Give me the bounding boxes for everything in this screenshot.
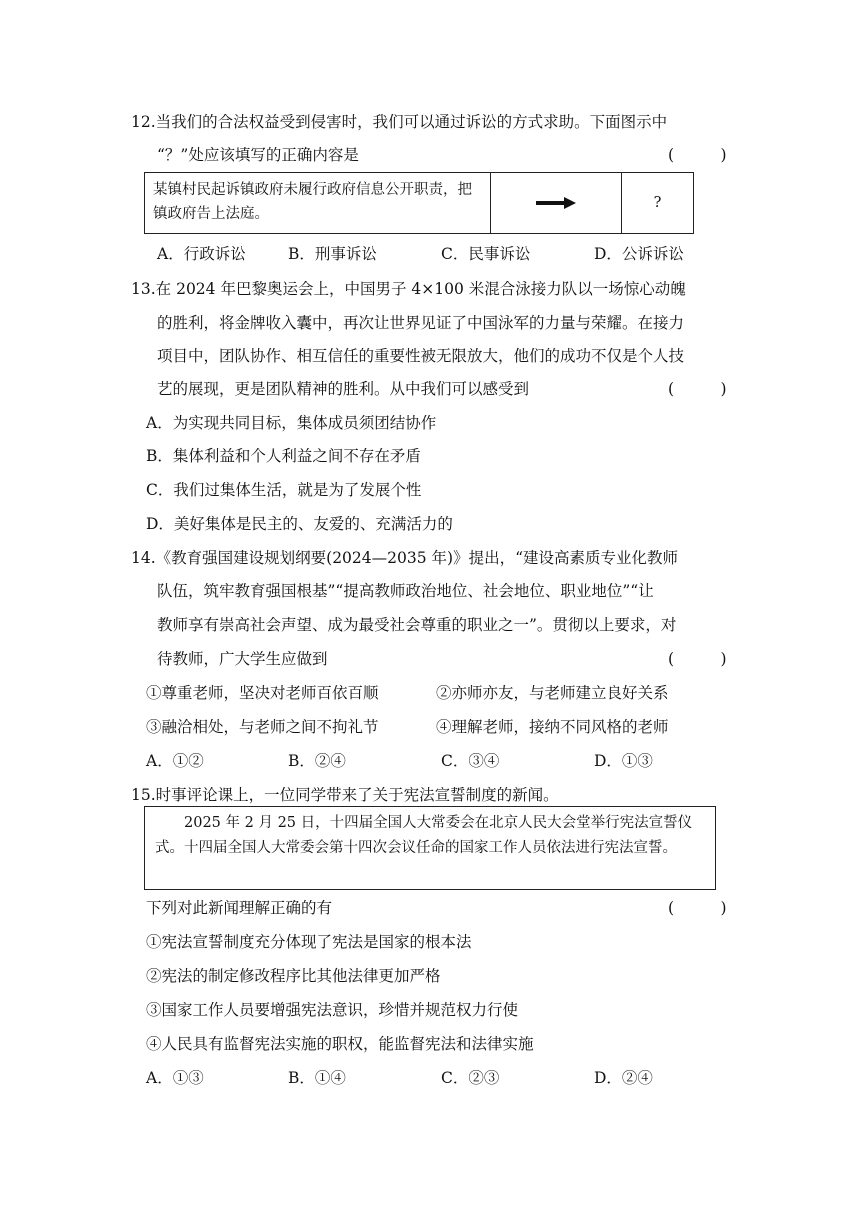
q15-news-box: 2025 年 2 月 25 日，十四届全国人大常委会在北京人民大会堂举行宪法宣誓仪式。十四届全国人大常委会第十四次会议任命的国家工作人员依法进行宪法宣誓。 [144,806,716,890]
q14-option-c[interactable]: C．③④ [441,752,500,770]
q14-option-a[interactable]: A．①② [146,752,204,770]
q12-option-c[interactable]: C．民事诉讼 [441,245,531,263]
q12-stem-line1: 12.当我们的合法权益受到侵害时，我们可以通过诉讼的方式求助。下面图示中 [131,113,668,131]
q14-stem-line4: 待教师，广大学生应做到 [157,650,328,668]
q13-stem-line3: 项目中，团队协作、相互信任的重要性被无限放大，他们的成功不仅是个人技 [157,347,685,365]
q15-option-b[interactable]: B．①④ [288,1069,346,1087]
q12-stem-line2: “？”处应该填写的正确内容是 [157,146,359,164]
q15-answer-paren: ( ) [668,899,727,917]
q13-answer-paren: ( ) [668,380,727,398]
q13-stem-line1: 13.在 2024 年巴黎奥运会上，中国男子 4×100 米混合泳接力队以一场惊心动魄 [131,280,686,298]
q14-stem-line1: 14.《教育强国建设规划纲要(2024—2035 年)》提出，“建设高素质专业化教师 [131,549,678,567]
q14-option-d[interactable]: D．①③ [594,752,653,770]
q14-stem-line3: 教师享有崇高社会声望、成为最受社会尊重的职业之一”。贯彻以上要求，对 [157,616,677,634]
right-arrow-icon [536,196,576,210]
q14-item-3: ③融洽相处，与老师之间不拘礼节 [146,718,379,736]
q15-question-stem: 下列对此新闻理解正确的有 [146,899,333,917]
q15-item-3: ③国家工作人员要增强宪法意识，珍惜并规范权力行使 [146,1001,519,1019]
q12-question-cell: ? [653,195,662,211]
q15-item-4: ④人民具有监督宪法实施的职权，能监督宪法和法律实施 [146,1035,534,1053]
q12-answer-paren: ( ) [668,146,727,164]
q13-stem-line4: 艺的展现，更是团队精神的胜利。从中我们可以感受到 [157,380,530,398]
q13-option-d[interactable]: D．美好集体是民主的、友爱的、充满活力的 [146,515,453,533]
q15-item-1: ①宪法宣誓制度充分体现了宪法是国家的根本法 [146,933,472,951]
q15-option-a[interactable]: A．①③ [146,1069,204,1087]
q13-option-b[interactable]: B．集体利益和个人利益之间不存在矛盾 [146,447,421,465]
q12-option-d[interactable]: D．公诉诉讼 [594,245,684,263]
q14-answer-paren: ( ) [668,650,727,668]
q13-option-a[interactable]: A．为实现共同目标，集体成员须团结协作 [146,414,437,432]
q13-stem-line2: 的胜利，将金牌收入囊中，再次让世界见证了中国泳军的力量与荣耀。在接力 [157,314,685,332]
q12-diagram-table [144,172,694,234]
q12-case-text: 某镇村民起诉镇政府未履行政府信息公开职责，把镇政府告上法庭。 [145,173,491,233]
q14-item-4: ④理解老师，接纳不同风格的老师 [436,718,669,736]
q14-item-2: ②亦师亦友，与老师建立良好关系 [436,684,669,702]
q12-option-a[interactable]: A．行政诉讼 [157,245,246,263]
q14-stem-line2: 队伍，筑牢教育强国根基”“提高教师政治地位、社会地位、职业地位”“让 [157,582,654,600]
q12-option-b[interactable]: B．刑事诉讼 [288,245,377,263]
q12-arrow-cell [491,173,622,233]
q15-option-d[interactable]: D．②④ [594,1069,653,1087]
q14-item-1: ①尊重老师，坚决对老师百依百顺 [146,684,379,702]
q13-option-c[interactable]: C．我们过集体生活，就是为了发展个性 [146,481,422,499]
q15-option-c[interactable]: C．②③ [441,1069,500,1087]
q14-option-b[interactable]: B．②④ [288,752,346,770]
q15-item-2: ②宪法的制定修改程序比其他法律更加严格 [146,967,441,985]
q15-stem-line1: 15.时事评论课上，一位同学带来了关于宪法宣誓制度的新闻。 [131,786,559,804]
